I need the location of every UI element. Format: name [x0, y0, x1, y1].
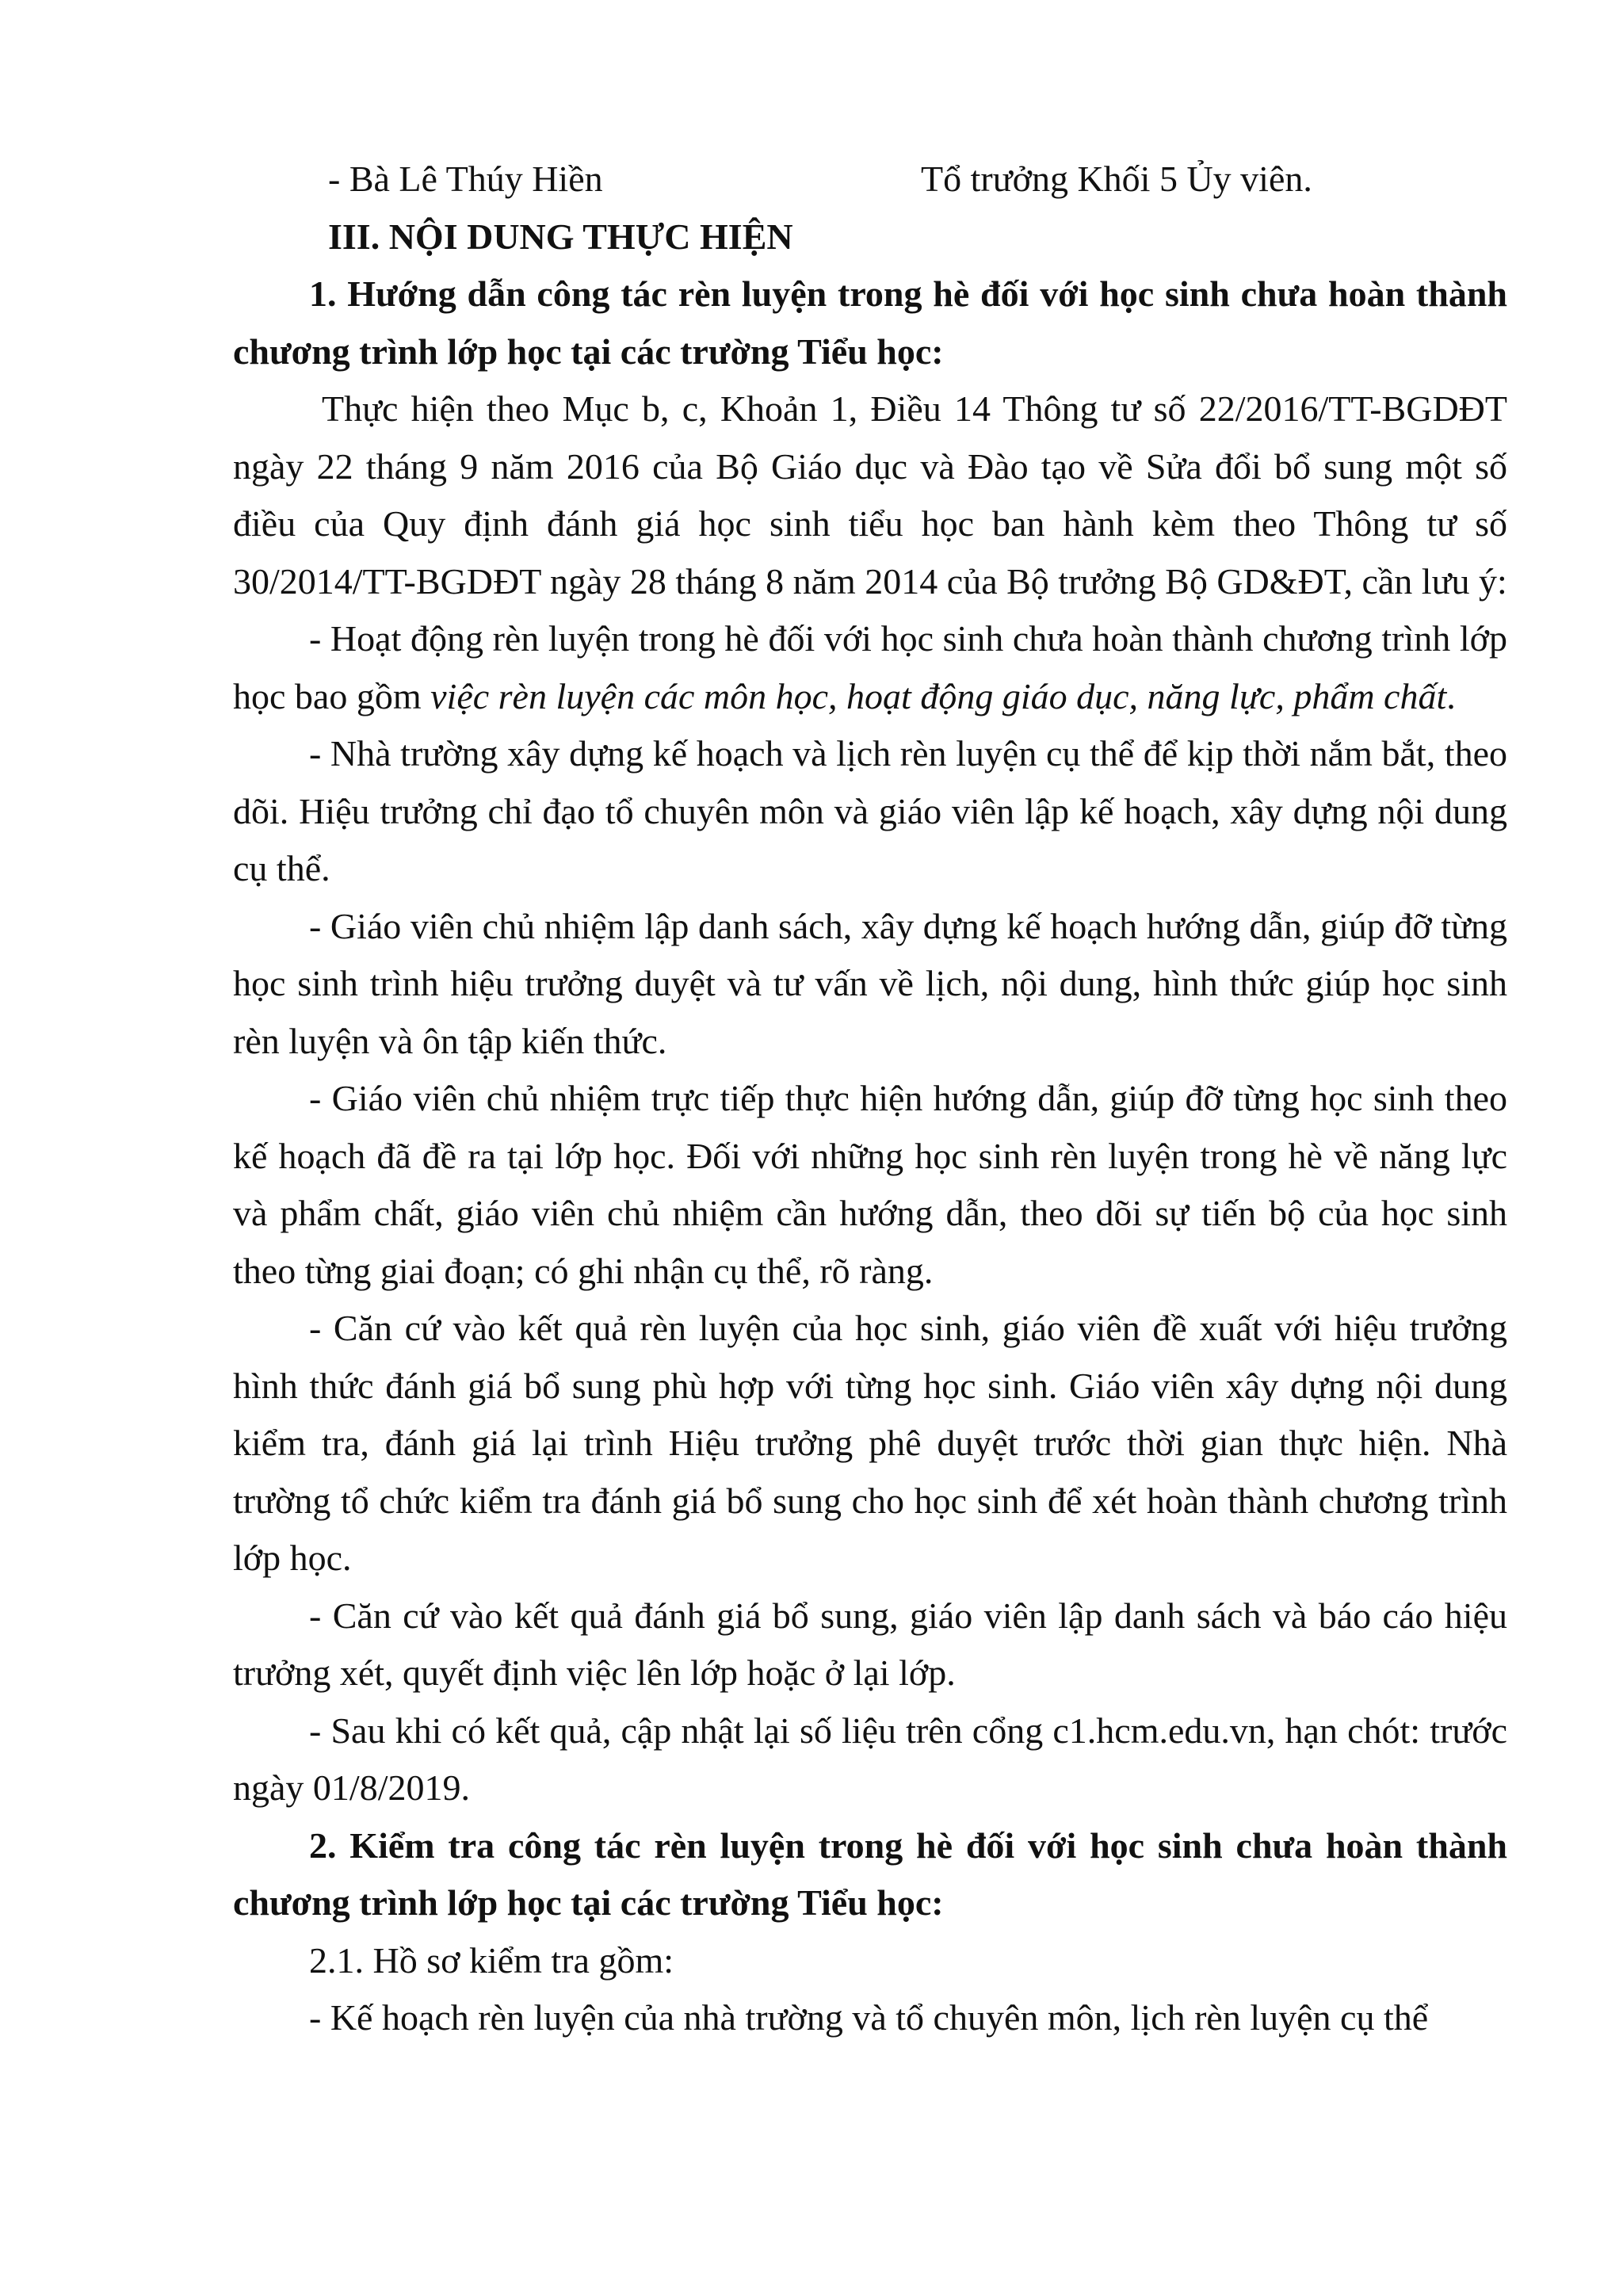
part2-heading: 2. Kiểm tra công tác rèn luyện trong hè đối với học sinh chưa hoàn thành chương trình lớp học tại các trường Tiểu học: — [233, 1824, 1507, 1923]
part1-item-1-italic: việc rèn luyện các môn học, hoạt động giáo dục, năng lực, phẩm chất — [430, 675, 1447, 716]
part1-item-1-text: - Hoạt động rèn luyện trong hè đối với học sinh chưa hoàn thành chương trình lớp học bao gồm — [233, 618, 1507, 716]
part1-item-6: - Căn cứ vào kết quả đánh giá bổ sung, giáo viên lập danh sách và báo cáo hiệu trưởng xét, quyết định việc lên lớp hoặc ở lại lớp. — [233, 1595, 1507, 1693]
part2-sub-heading: 2.1. Hồ sơ kiểm tra gồm: — [309, 1939, 674, 1981]
member-name: - Bà Lê Thúy Hiền — [328, 159, 603, 199]
section-title: III. NỘI DUNG THỰC HIỆN — [328, 216, 793, 257]
part2-item-1: - Kế hoạch rèn luyện của nhà trường và tổ chuyên môn, lịch rèn luyện cụ thể — [309, 1997, 1429, 2038]
part1-item-4: - Giáo viên chủ nhiệm trực tiếp thực hiện hướng dẫn, giúp đỡ từng học sinh theo kế hoạch đã đề ra tại lớp học. Đối với những học sinh rèn luyện trong hè về năng lực và phẩm chất, giáo viên chủ nhiệm cần hướng dẫn, theo dõi sự tiến bộ của học sinh theo từng giai đoạn; có ghi nhận cụ thể, rõ ràng. — [233, 1078, 1507, 1291]
part1-item-2: - Nhà trường xây dựng kế hoạch và lịch rèn luyện cụ thể để kịp thời nắm bắt, theo dõi. Hiệu trưởng chỉ đạo tổ chuyên môn và giáo viên lập kế hoạch, xây dựng nội dung cụ thể. — [233, 733, 1507, 888]
document-body — [233, 151, 1507, 2047]
part1-item-7: - Sau khi có kết quả, cập nhật lại số liệu trên cổng c1.hcm.edu.vn, hạn chót: trước ngày 01/8/2019. — [233, 1710, 1507, 1808]
part1-item-1 — [233, 610, 1507, 725]
part1-heading: 1. Hướng dẫn công tác rèn luyện trong hè đối với học sinh chưa hoàn thành chương trình lớp học tại các trường Tiểu học: — [233, 273, 1507, 372]
member-role: Tổ trưởng Khối 5 Ủy viên. — [921, 159, 1312, 199]
committee-member-row — [233, 151, 1507, 208]
part1-item-3: - Giáo viên chủ nhiệm lập danh sách, xây dựng kế hoạch hướng dẫn, giúp đỡ từng học sinh trình hiệu trưởng duyệt và tư vấn về lịch, nội dung, hình thức giúp học sinh rèn luyện và ôn tập kiến thức. — [233, 905, 1507, 1061]
part1-item-1-suffix: . — [1446, 675, 1456, 716]
part1-item-5: - Căn cứ vào kết quả rèn luyện của học sinh, giáo viên đề xuất với hiệu trưởng hình thức đánh giá bổ sung phù hợp với từng học sinh. Giáo viên xây dựng nội dung kiểm tra, đánh giá lại trình Hiệu trưởng phê duyệt trước thời gian thực hiện. Nhà trường tổ chức kiểm tra đánh giá bổ sung cho học sinh để xét hoàn thành chương trình lớp học. — [233, 1308, 1507, 1578]
part1-intro: Thực hiện theo Mục b, c, Khoản 1, Điều 14 Thông tư số 22/2016/TT-BGDĐT ngày 22 tháng 9 năm 2016 của Bộ Giáo dục và Đào tạo về Sửa đổi bổ sung một số điều của Quy định đánh giá học sinh tiểu học ban hành kèm theo Thông tư số 30/2014/TT-BGDĐT ngày 28 tháng 8 năm 2014 của Bộ trưởng Bộ GD&ĐT, cần lưu ý: — [233, 388, 1507, 602]
